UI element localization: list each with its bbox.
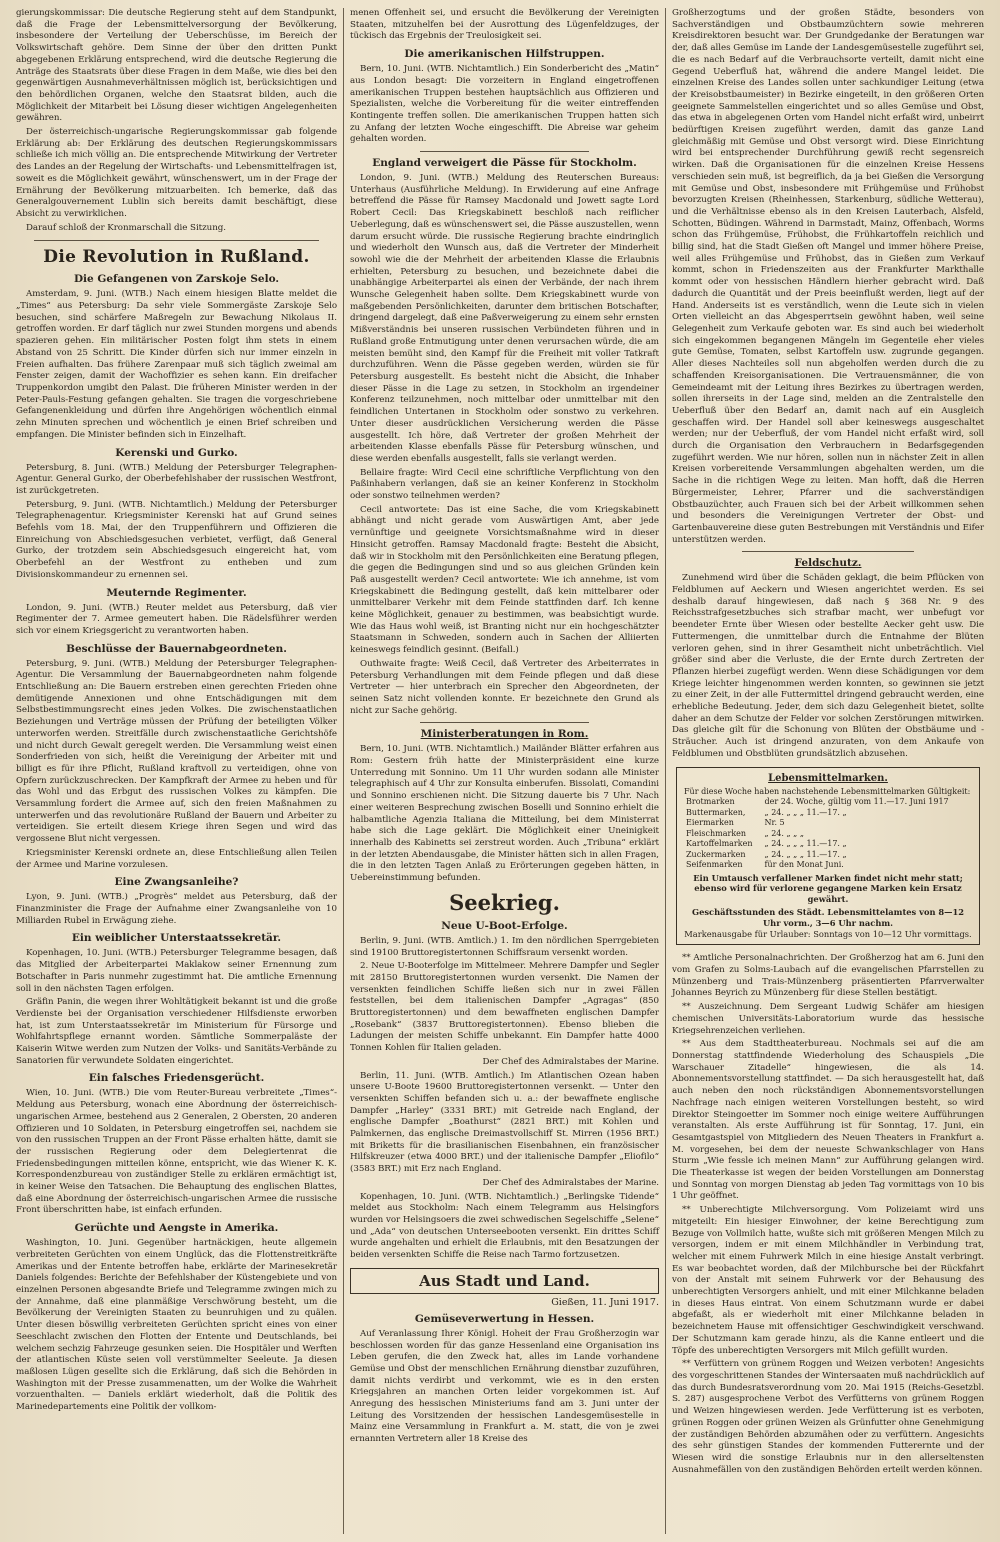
- headline-amerika: Gerüchte und Aengste in Amerika.: [74, 1222, 279, 1235]
- paragraph: ** Verfüttern von grünem Roggen und Weizen verboten! Angesichts des vorgeschrittenen Standes der Wintersaaten muß nachdrücklich auf das durch Bundesratsverordnung vom 20. Mai 1915 (Reichs-Gesetzbl. S. 287) ausgesprochene Verbot des Verfütterns von grünem Roggen und Weizen hingewiesen werden. Jede Verfütterung ist es verboten, grünen Roggen oder grünen Weizen als Grünfutter ohne Genehmigung der zuständigen Behörden abzumähen oder zu verfüttern. Angesichts des sehr günstigen Standes der kommenden Futterernte und der Wiesen wird die sonstige Erlaubnis nur in den allerseltensten Ausnahmefällen von den zuständigen Behörden erteilt werden können.: [672, 1359, 984, 1475]
- table-row: [684, 850, 972, 861]
- ration-name: Brotmarken: [686, 797, 735, 807]
- box-notice: Ein Umtausch verfallener Marken findet nicht mehr statt; ebenso wird für verlorene gegangene Marken kein Ersatz gewährt.: [693, 872, 963, 905]
- paragraph: Kriegsminister Kerenski ordnete an, diese Entschließung allen Teilen der Armee und Marine vorzulesen.: [16, 847, 337, 870]
- paragraph: Gräfin Panin, die wegen ihrer Wohltätigkeit bekannt ist und die große Verdienste bei der Organisation verschiedener Hilfsdienste erworben hat, ist zum Unterstaatssekretär im Ministerium für Fürsorge und Wohlfahrtspflege ernannt worden. Sämtliche Sommerpaläste der Kaiserin Witwe werden zum Nutzen der Volks- und Sanitäts-Verbände zu Sanatorien für verwundete Soldaten eingerichtet.: [16, 997, 337, 1066]
- ration-validity: „ 24. „ „ „ 11.—17. „: [764, 849, 847, 859]
- box-notice: Geschäftsstunden des Städt. Lebensmittelamtes von 8—12 Uhr vorm., 3—6 Uhr nachm.: [691, 906, 965, 928]
- ration-name: Fleischmarken: [686, 828, 747, 838]
- column-1: [10, 8, 344, 1534]
- table-row: [684, 829, 972, 840]
- paragraph: Kopenhagen, 10. Juni. (WTB. Nichtamtlich.) „Berlingske Tidende“ meldet aus Stockholm: Nach einem Telegramm aus Helsingfors wurden vor Helsingsoers die zwei schwedischen Segelschiffe „Selene“ und „Ada“ von deutschen Unterseebooten versenkt. Ein drittes Schiff wurde angehalten und erhielt die Erlaubnis, mit den Besatzungen der beiden versenkten Schiffe die Reise nach Tarmo fortzusetzen.: [350, 1191, 659, 1261]
- ration-name: Seifenmarken: [686, 860, 743, 870]
- ration-validity: „ 24. „ „ „ 11.—17. „: [764, 807, 847, 817]
- table-row: [684, 818, 972, 829]
- dateline: Gießen, 11. Juni 1917.: [551, 1296, 659, 1308]
- headline-kerenski: Kerenski und Gurko.: [115, 446, 238, 459]
- paragraph: ** Unberechtigte Milchversorgung. Vom Polizeiamt wird uns mitgeteilt: Ein hiesiger Einwohner, der keine Berechtigung zum Bezuge von Vollmilch hatte, wußte sich mit größeren Mengen Milch zu versorgen, indem er mit einem Milchhändler in Verbindung trat, welcher mit einem Fuhrwerk Milch in eine hiesige Anstalt verbringt. Es war beobachtet worden, daß der Milchbursche bei der Rückfahrt von der Anstalt mit seinem Fuhrwerk vor der Behausung des unberechtigten Versorgers anhielt, und mit einer Milchkanne beladen in dieses Haus eintrat. Von einem Schutzmann wurde er dabei abgefaßt, als er wiederholt mit einer Milchkanne beladen in bezeichnetem Hause mit offensichtiger Geschwindigkeit verschwand. Der Schutzmann kam gerade hinzu, als die Kanne entleert und die Töpfe des unberechtigten Versorgers mit Milch gefüllt wurden.: [672, 1205, 984, 1356]
- paragraph: ** Aus dem Stadttheaterbureau. Nochmals sei auf die am Donnerstag stattfindende Wiederholung des Schauspiels „Die Warschauer Zitadelle“ hingewiesen, die als 14. Abonnementsvorstellung stattfindet. — Da sich herausgestellt hat, daß auch neben den noch rückständigen Abonnementsvorstellungen Nachfrage nach einigen weiteren Vorstellungen besteht, so wird Direktor Steingoetter im Sommer noch einige weitere Aufführungen veranstalten. Als erste Aufführung ist für Sonntag, 17. Juni, ein Gesamtgastspiel von Mitgliedern des Neuen Theaters in Frankfurt a. M. vorgesehen, bei dem der neueste Schwankschlager von Hans Sturm „Wie fessle ich meinen Mann“ zur Aufführung gelangen wird. Die Theaterkasse ist wegen der beiden Vorstellungen am Donnerstag und Sonntag von morgen Dienstag ab jeden Tag vormittags von 10 bis 1 Uhr geöffnet.: [672, 1039, 984, 1202]
- paragraph: 2. Neue U-Booterfolge im Mittelmeer. Mehrere Dampfer und Segler mit 28150 Bruttoregistertonnen wurden versenkt. Die Namen der versenkten feindlichen Schiffe ließen sich nur in zwei Fällen feststellen, bei dem italienischen Dampfer „Agragas“ (850 Bruttoregistertonnen) und dem bewaffneten englischen Dampfer „Rosebank“ (3837 Bruttoregistertonnen). Ebenso blieben die Ladungen der meisten Schiffe unbekannt. Ein Dampfer hatte 4000 Tonnen Kohlen für Italien geladen.: [350, 961, 659, 1054]
- paragraph: Auf Veranlassung Ihrer Königl. Hoheit der Frau Großherzogin war beschlossen worden für das ganze Hessenland eine Organisation ins Leben gerufen, die den Zweck hat, alles im Lande vorhandene Gemüse und Obst der menschlichen Ernährung dienstbar zuzuführen, damit nichts verdirbt und verkommt, wie es in den ersten Kriegsjahren an manchen Orten leider vorgekommen ist. Auf Anregung des hessischen Ministeriums fand am 3. Juni unter der Leitung des Vorsitzenden der hessischen Landesgemüsestelle in Mainz eine Versammlung in Frankfurt a. M. statt, die von je zwei ernannten Vertretern aller 18 Kreise des: [350, 1328, 659, 1445]
- divider: [34, 240, 319, 241]
- headline-unterstaatssekretaer: Ein weiblicher Unterstaatssekretär.: [71, 932, 282, 945]
- ration-validity: der 24. Woche, gültig vom 11.—17. Juni 1917: [764, 797, 949, 807]
- signature: Der Chef des Admiralstabes der Marine.: [482, 1056, 659, 1067]
- paragraph: Petersburg, 9. Juni. (WTB. Nichtamtlich.) Meldung der Petersburger Telegraphenagentur. Kriegsminister Kerenski hat auf Grund seines Befehls vom 18. Mai, der den Truppenführern und Offizieren die Einreichung von Abschiedsgesuchen verbietet, verfügt, daß General Gurko, der trotzdem sein Abschiedsgesuch eingereicht hat, vom Oberbefehl an der Westfront zu entheben und zum Divisionskommandeur zu ernennen sei.: [16, 499, 337, 580]
- paragraph: Petersburg, 8. Juni. (WTB.) Meldung der Petersburger Telegraphen-Agentur. General Gurko, der Oberbefehlshaber der russischen Westfront, ist zurückgetreten.: [16, 462, 337, 496]
- paragraph: Washington, 10. Juni. Gegenüber hartnäckigen, heute allgemein verbreiteten Gerüchten von einem Unglück, das die Flottenstreitkräfte Amerikas und der Entente betroffen habe, erklärte der Marinesekretär Daniels folgendes: Berichte der Befehlshaber der Küstengebiete und von einzelnen Personen abgesandte Briefe und Telegramme zwingen mich zu der Annahme, daß eine planmäßige Verschwörung besteht, um die Bevölkerung der Vereinigten Staaten zu beunruhigen und zu quälen. Unter diesen böswillig verbreiteten Gerüchten spricht eines von einer Seeschlacht zwischen den Flotten der Entente und Deutschlands, bei welchem sechzig Fahrzeuge gesunken seien. Die Hospitäler und Werften der atlantischen Küste seien voll verstümmelter Seeleute. Ja diesen maßlosen Lügen gesellte sich die Erklärung, daß sich die Behörden in Washington mit der Presse zusammenatten, um der Wolke die Wahrheit vorzuenthalten. — Daniels erklärt wiederholt, daß die Politik des Marinedepartements eine Politik der vollkom-: [16, 1238, 337, 1413]
- headline-feldschutz: Feldschutz.: [794, 557, 862, 570]
- paragraph: ** Amtliche Personalnachrichten. Der Großherzog hat am 6. Juni den vom Grafen zu Solms-Laubach auf die evangelischen Pfarrstellen zu Münzenberg und Trais-Münzenberg präsentierten Pfarrverwalter Johannes Beyrich zu Münzenberg für diese Stellen bestätigt.: [672, 953, 984, 999]
- headline-friedensgeruecht: Ein falsches Friedensgerücht.: [88, 1072, 265, 1085]
- paragraph: London, 9. Juni. (WTB.) Meldung des Reuterschen Bureaus: Unterhaus (Ausführliche Meldung). In Erwiderung auf eine Anfrage betreffend die Pässe für Ramsey Macdonald und Jowett sagte Lord Robert Cecil: Das Kriegskabinett beschloß nach reiflicher Ueberlegung, daß es wünschenswert sei, die Pässe auszustellen, wenn darum ersucht würde. Die russische Regierung brachte eindringlich und wiederholt den Wunsch aus, daß die Vertreter der Minderheit sowohl wie die der Mehrheit der arbeitenden Klasse die Erlaubnis erhielten, Petersburg zu besuchen, und bezeichnete dabei die unabhängige Arbeiterpartei als einen der Verbände, der nach ihrem Wunsche Gelegenheit haben sollte. Dem Kriegskabinett wurde von maßgebenden Persönlichkeiten, darunter dem britischen Botschafter, dringend dargelegt, daß eine Paßverweigerung zu einem sehr ernsten Mißverständnis bei unseren russischen Verbündeten führen und in Rußland große Entmutigung unter denen verursachen würde, die am meisten bemüht sind, den Kampf für die Freiheit mit voller Tatkraft durchzuführen. Wenn die Pässe gegeben werden, würden sie für Petersburg ausgestellt. Es besteht nicht die Absicht, die Inhaber dieser Pässe in die Lage zu setzen, in Stockholm an irgendeiner Konferenz teilzunehmen, noch mittelbar oder unmittelbar mit den feindlichen Untertanen in Stockholm oder sonstwo zu verkehren. Unter dieser ausdrücklichen Versicherung werden die Pässe ausgestellt. Ich höre, daß Vertreter der großen Mehrheit der arbeitenden Klasse ebenfalls Pässe für Petersburg wünschen, und diese werden ebenfalls ausgestellt, falls sie verlangt werden.: [350, 173, 659, 464]
- paragraph: Bern, 10. Juni. (WTB. Nichtamtlich.) Ein Sonderbericht des „Matin“ aus London besagt: Die vorzeitern in England eingetroffenen amerikanischen Truppen bestehen hauptsächlich aus Offizieren und Spezialisten, welche die Vorbereitung für die weiter eintreffenden Kontingente treffen sollen. Die amerikanischen Truppen hatten sich zu Anfang der letzten Woche eingeschifft. Die Abreise war geheim gehalten worden.: [350, 64, 659, 145]
- ration-validity: Nr. 5: [764, 818, 785, 828]
- paragraph: Wien, 10. Juni. (WTB.) Die vom Reuter-Bureau verbreitete „Times“-Meldung aus Petersburg, wonach eine Abordnung der österreichisch-ungarischen Armee, bestehend aus 2 Generalen, 2 Obersten, 20 anderen Offizieren und 10 Soldaten, in Petersburg eingetroffen sei, nachdem sie von den russischen Truppen an der Front Pässe erhalten hätte, damit sie der russischen Regierung oder dem Delegiertenrat die Friedensbedingungen mitteilen könne, entspricht, wie das Wiener K. K. Korrespondenzbureau von zuständiger Stelle zu erklären ermächtigt ist, in keiner Weise den Tatsachen. Die Behauptung des englischen Blattes, daß eine Abordnung der österreichisch-ungarischen Armee die russische Front überschritten habe, ist einfach erfunden.: [16, 1088, 337, 1216]
- paragraph: Großherzogtums und der großen Städte, besonders von Sachverständigen und Obstbaumzüchtern sowie mehreren Kreisdirektoren besucht war. Der Grundgedanke der Beratungen war der, daß alles Gemüse im Lande der Landesgemüsestelle zugeführt sei, die es nach Bedarf auf die Verbrauchsorte verteilt, damit nicht eine Gegend Ueberfluß hat, während die andere Mangel leidet. Die einzelnen Kreise des Landes sollen unter sachkundiger Leitung (etwa der Kreisobstbaumeister) in Bezirke eingeteilt, in den größeren Orten geeignete Sammelstellen eingerichtet und so alles Gemüse und Obst, das etwa in abgelegenen Orten vom Handel nicht erfaßt wird, unbeirrt bedürftigen Kreisen zugeführt werden, damit das ganze Land gleichmäßig mit Gemüse und Obst versorgt wird. Diese Einrichtung wird bei entsprechender Durchführung gewiß recht segensreich wirken. Daß die Organisationen für die einzelnen Kreise Hessens verschieden sein muß, ist begreiflich, da ja bei Gießen die Versorgung mit Gemüse und Obst, insbesondere mit Frühgemüse und Frühobst bevorzugten Kreisen (Rheinhessen, Starkenburg, südliche Wetterau), und die Verhältnisse ebenso als in den Kreisen Lauterbach, Alsfeld, Schotten, Büdingen. Während in Darmstadt, Mainz, Offenbach, Worms schon das Frühgemüse, Frühobst, die Frühkartoffeln reichlich und billig sind, hat die Stadt Gießen oft Mangel und immer höhere Preise, weil alles Frühgemüse und Frühobst, das in Gießen zum Verkauf kommt, schon in Friedenszeiten aus der Frankfurter Markthalle kommt oder von hessischen Händlern hierher gebracht wird. Daß dadurch die Quantität und der Preis beeinflußt werden, liegt auf der Hand. Anderseits ist es verständlich, wenn die Leute sich in vielen Orten vielleicht an das Abgesperrtsein gewöhnt haben, weil seine Gelegenheit zum Verkaufe geboten war. Es sind auch bei wiederholt sich eingekommen begangenen Mängeln im Gegenteile eher vieles gute Gemüse, Tomaten, selbst Kartoffeln usw. zugrunde gegangen. Aller dieses Nachteiles soll nun abgeholfen werden durch die zu schaffenden Kreisorganisationen. Die Vertrauensmänner, die von Gemeindeamt mit der Leitung ihres Bezirkes zu übertragen werden, sollen ihrerseits in der Lage sind, melden an die Zentralstelle den Ueberfluß über den Bedarf an, damit nach auf ein Ausgleich geschaffen wird. Der Handel soll aber keineswegs ausgeschaltet werden; nur der Ueberfluß, der vom Handel nicht erfaßt wird, soll durch die Organisation den Verbrauchern in Bedarfsgegenden zugeführt werden. Wie nur hören, sollen nun in nächster Zeit in allen Kreisen vorbereitende Versammlungen abgehalten werden, um die Sache in die richtigen Wege zu leiten. Man hofft, daß die Herren Bürgermeister, Lehrer, Pfarrer und die sachverständigen Obstbauzüchter, auch Frauen sich bei der Arbeit willkommen sehen und besonders die Vereinigungen Vertreter der Obst- und Gartenbauvereine diese guten Bestrebungen mit Verständnis und Eifer unterstützen werden.: [672, 8, 984, 545]
- paragraph: ** Auszeichnung. Dem Sergeant Ludwig Schäfer am hiesigen chemischen Universitäts-Laboratorium wurde das hessische Kriegsehrenzeichen verliehen.: [672, 1002, 984, 1036]
- section-title-revolution: Die Revolution in Rußland.: [43, 247, 310, 268]
- paragraph: Outhwaite fragte: Weiß Cecil, daß Vertreter des Arbeiterrates in Petersburg Verhandlungen mit dem Feinde pflegen und daß diese Vertreter — hier unterbrach ein Sprecher den Abgeordneten, der seinen Satz nicht vollenden konnte. Er bezeichnete den Grund als nicht zur Sache gehörig.: [350, 658, 659, 716]
- table-row: [684, 860, 972, 871]
- paragraph: menen Offenheit sei, und ersucht die Bevölkerung der Vereinigten Staaten, mitzuhelfen bei der Ausrottung des Lügenfeldzuges, der tückisch das Ergebnis der Treulosigkeit sei.: [350, 8, 659, 42]
- paragraph: Bern, 10. Juni. (WTB. Nichtamtlich.) Mailänder Blätter erfahren aus Rom: Gestern früh hatte der Ministerpräsident eine kurze Unterredung mit Sonnino. Um 11 Uhr wurden sodann alle Minister telegraphisch auf 4 Uhr zur Konsulta einberufen. Bissolati, Comandini und Sonnino erschienen nicht. Die Sitzung dauerte bis 7 Uhr. Nach einer weiteren Besprechung zwischen Boselli und Sonnino erhielt die halbamtliche Agenzia Italiana die Mitteilung, bei dem Ministerrat habe sich die Lage geklärt. Die Möglichkeit einer Uneinigkeit innerhalb des Kabinetts sei zerstreut worden. Auch „Tribuna“ erklärt in der letzten Abendausgabe, die Minister hätten sich in allen Fragen, die in den letzten Tagen Anlaß zu Erörterungen gegeben hätten, in Uebereinstimmung befunden.: [350, 744, 659, 884]
- headline-rom: Ministerberatungen in Rom.: [420, 728, 589, 741]
- headline-gefangenen: Die Gefangenen von Zarskoje Selo.: [73, 273, 280, 286]
- divider: [742, 551, 914, 552]
- paragraph: Darauf schloß der Kronmarschall die Sitzung.: [26, 222, 226, 233]
- paragraph: Berlin, 11. Juni. (WTB. Amtlich.) Im Atlantischen Ozean haben unsere U-Boote 19600 Bruttoregistertonnen versenkt. — Unter den versenkten Schiffen befanden sich u. a.: der bewaffnete englische Dampfer „Harley“ (3331 BRT.) mit Getreide nach England, der englische Dampfer „Boathurst“ (2821 BRT.) mit Kohlen und Palmkernen, das englische Dreimastvollschiff St. Mirren (1956 BRT.) mit Briketts für die brasilianischen Eisenbahnen, ein französischer Hilfskreuzer (etwa 4000 BRT.) und der italienische Dampfer „Eliofilo“ (3583 BRT.) mit Erz nach England.: [350, 1070, 659, 1175]
- ration-validity: für den Monat Juni.: [764, 860, 844, 870]
- table-row: [684, 808, 972, 819]
- divider: [420, 151, 589, 152]
- headline-meuternde: Meuternde Regimenter.: [106, 586, 247, 599]
- headline-paesse: England verweigert die Pässe für Stockholm.: [372, 157, 637, 170]
- paragraph: Kopenhagen, 10. Juni. (WTB.) Petersburger Telegramme besagen, daß das Mitglied der Arbeiterpartei Maklakow seiner Ernennung zum Botschafter in Paris nunmehr zugestimmt hat. Die amtliche Ernennung soll in den nächsten Tagen erfolgen.: [16, 948, 337, 994]
- ration-name: Buttermarken,: [686, 807, 746, 817]
- ration-validity: „ 24. „ „ „: [764, 828, 804, 838]
- signature: Der Chef des Admiralstabes der Marine.: [482, 1177, 659, 1188]
- section-title-stadt: Aus Stadt und Land.: [419, 1271, 590, 1290]
- section-band-stadt: [350, 1268, 659, 1294]
- box-title: Lebensmittelmarken.: [768, 772, 888, 784]
- column-3: [666, 8, 990, 1534]
- paragraph: Cecil antwortete: Das ist eine Sache, die vom Kriegskabinett abhängt und nicht gerade vom Auswärtigen Amt, aber jede vernünftige und geeignete Vorsichtsmaßnahme wird in dieser Hinsicht getroffen. Ramsay Macdonald fragte: Besteht die Absicht, daß wir in Stockholm mit den Persönlichkeiten eine Beratung pflegen, die gegen die Bedingungen sind und so aus gleichen Gründen kein Paß ausgestellt werden? Cecil antwortete: Wie ich annehme, ist vom Kriegskabinett die Bedingung gestellt, daß kein mittelbarer oder unmittelbarer Verkehr mit dem Feinde stattfinden darf. Ich kenne keine Möglichkeit, genauer zu bestimmen, was beabsichtigt wurde. Wie das Haus wohl weiß, ist Branting nicht nur ein hochgeschätzter Staatsmann in Schweden, sondern auch in Sachen der Alliierten keineswegs feindlich gesinnt. (Beifall.): [350, 504, 659, 656]
- paragraph: Amsterdam, 9. Juni. (WTB.) Nach einem hiesigen Blatte meldet die „Times“ aus Petersburg: Da sehr viele Sommergäste Zarskoje Selo besuchen, sind schärfere Maßregeln zur Bewachung Nikolaus II. getroffen worden. Er darf täglich nur zwei Stunden morgens und abends spazieren gehen. Ein militärischer Posten folgt ihm stets in einem Abstand von 25 Schritt. Die Kinder dürfen sich nur immer einzeln in Freien aufhalten. Das frühere Zarenpaar muß sich täglich zweimal am Fenster zeigen, damit der Wachoffizier es sehen kann. Ein dreifacher Truppenkordon umgibt den Palast. Die früheren Minister werden in der Peter-Pauls-Festung gefangen gehalten. Sie tragen die vorgeschriebene Gefangenenkleidung und dürfen ihre Angehörigen wöchentlich einmal zehn Minuten sprechen und wöchentlich je einen Brief schreiben und empfangen. Die Minister befinden sich in Einzelhaft.: [16, 289, 337, 440]
- headline-bauern: Beschlüsse der Bauernabgeordneten.: [66, 642, 287, 655]
- headline-zwangsanleihe: Eine Zwangsanleihe?: [114, 876, 239, 889]
- paragraph: gierungskommissar: Die deutsche Regierung steht auf dem Standpunkt, daß die Frage der Lebensmittelversorgung der Bevölkerung, insbesondere der Verteilung der Ueberschüsse, im Bereich der Volkswirtschaft gehöre. Dem Sinne der über den dritten Punkt abgegebenen Erklärung entsprechend, wird die deutsche Regierung die Anträge des Staatsrats über diese Fragen in dem Maße, wie dies bei den gegenwärtigen Ausnahmeverhältnissen möglich ist, berücksichtigen und den behördlichen Organen, welche den Staatsrat bilden, auch die Möglichkeit der Mitarbeit bei Lösung dieser wichtigen Angelegenheiten gewähren.: [16, 8, 337, 124]
- section-title-seekrieg: Seekrieg.: [449, 889, 560, 915]
- paragraph: Berlin, 9. Juni. (WTB. Amtlich.) 1. Im den nördlichen Sperrgebieten sind 19100 Bruttoregistertonnen Schiffsraum versenkt worden.: [350, 935, 659, 958]
- ration-name: Eiermarken: [686, 818, 734, 828]
- divider: [420, 722, 589, 723]
- paragraph: London, 9. Juni. (WTB.) Reuter meldet aus Petersburg, daß vier Regimenter der 7. Armee gemeutert haben. Die Rädelsführer werden sich vor einem Kriegsgericht zu verantworten haben.: [16, 602, 337, 636]
- box-notice: Markenausgabe für Urlauber: Sonntags von 10—12 Uhr vormittags.: [684, 928, 972, 939]
- paragraph: Lyon, 9. Juni. (WTB.) „Progrès“ meldet aus Petersburg, daß der Finanzminister die Frage der Aufnahme einer Zwangsanleihe von 10 Milliarden Rubel in Erwägung ziehe.: [16, 892, 337, 926]
- headline-hilfstruppen: Die amerikanischen Hilfstruppen.: [404, 48, 605, 61]
- headline-uboot: Neue U-Boot-Erfolge.: [441, 919, 568, 932]
- ration-card-table: [684, 797, 972, 871]
- headline-gemuese: Gemüseverwertung in Hessen.: [414, 1312, 595, 1325]
- table-row: [684, 839, 972, 850]
- table-row: [684, 797, 972, 808]
- ration-name: Kartoffelmarken: [686, 839, 753, 849]
- box-intro: Für diese Woche haben nachstehende Lebensmittelmarken Gültigkeit:: [684, 786, 971, 796]
- ration-card-box: [676, 767, 980, 946]
- ration-name: Zuckermarken: [686, 849, 746, 859]
- paragraph: Zunehmend wird über die Schäden geklagt, die beim Pflücken von Feldblumen auf Aeckern und Wiesen angerichtet werden. Es sei deshalb darauf hingewiesen, daß nach § 368 Nr. 9 des Reichsstrafgesetzbuches sich strafbar macht, wer unbefugt vor beendeter Ernte über Wiesen oder bestellte Aecker geht usw. Die Futtermengen, die unmittelbar durch die Entnahme der Blüten verloren gehen, sind in ihrer Gesamtheit nicht unbeträchtlich. Viel größer sind aber die Verluste, die der Ernte durch Zertreten der Pflanzen hierbei zugefügt werden. Wenn diese Schädigungen vor dem Kriege leichter hingenommen werden konnten, so gewinnen sie jetzt zu einer Zeit, in der alle Futtermittel dringend gebraucht werden, eine erhebliche Bedeutung. Jeder, dem sich dazu Gelegenheit bietet, sollte daher an dem Schutze der Felder vor solchen Zerstörungen mitwirken. Das gleiche gilt für die Schonung von Blüten der Obstbäume und -Sträucher. Auch ist dringend anzuraten, von dem Ankaufe von Feldblumen und Obstblüten grundsätzlich abzusehen.: [672, 573, 984, 759]
- paragraph: Petersburg, 9. Juni. (WTB.) Meldung der Petersburger Telegraphen-Agentur. Die Versammlung der Bauernabgeordneten nahm folgende Entschließung an: Die Bauern erstreben einen gerechten Frieden ohne demütigende Annexionen und ohne Entschädigungen mit dem Selbstbestimmungsrecht eines jeden Volkes. Die zwischenstaatlichen Beziehungen und Verträge müssen der Prüfung der beteiligten Völker unterworfen werden. Streitfälle durch zwischenstaatliche Gerichtshöfe und nicht durch Gewalt geregelt werden. Die Versammlung weist einen Sonderfrieden von sich, heißt die Vereinigung der Arbeiter mit und billigt es für ihre Pflicht, Rußland kraftvoll zu verteidigen, ohne von Opfern zurückzuschrecken. Der Kampfkraft der Armee zu heben und für das Wohl und das Erbgut des russischen Volkes zu kämpfen. Die Versammlung fordert die Armee auf, sich den freien Maßnahmen zu unterwerfen und das revolutionäre Rußland der Bauern und Arbeiter zu verteidigen. Sie erteilt diesem Kriege ihren Segen und wird das vergossene Blut nicht vergessen.: [16, 658, 337, 845]
- paragraph: Bellaire fragte: Wird Cecil eine schriftliche Verpflichtung von den Paßinhabern verlangen, daß sie an keiner Konferenz in Stockholm oder sonstwo teilnehmen werden?: [350, 467, 659, 502]
- column-2: [344, 8, 666, 1534]
- paragraph: Der österreichisch-ungarische Regierungskommissar gab folgende Erklärung ab: Der Erklärung des deutschen Regierungskommissars schließe ich mich völlig an. Die entsprechende Mitwirkung der Vertreter des Landes an der Regelung der Wirtschafts- und Lebensmittelfragen ist, soweit es die Möglichkeit gewährt, wünschenswert, um in der Frage der Ernährung der Bevölkerung mitzuarbeiten. Ich bemerke, daß das Generalgouvernement Lublin sich bereits damit beschäftigt, diese Absicht zu verwirklichen.: [16, 127, 337, 219]
- ration-validity: „ 24. „ „ „ 11.—17. „: [764, 839, 847, 849]
